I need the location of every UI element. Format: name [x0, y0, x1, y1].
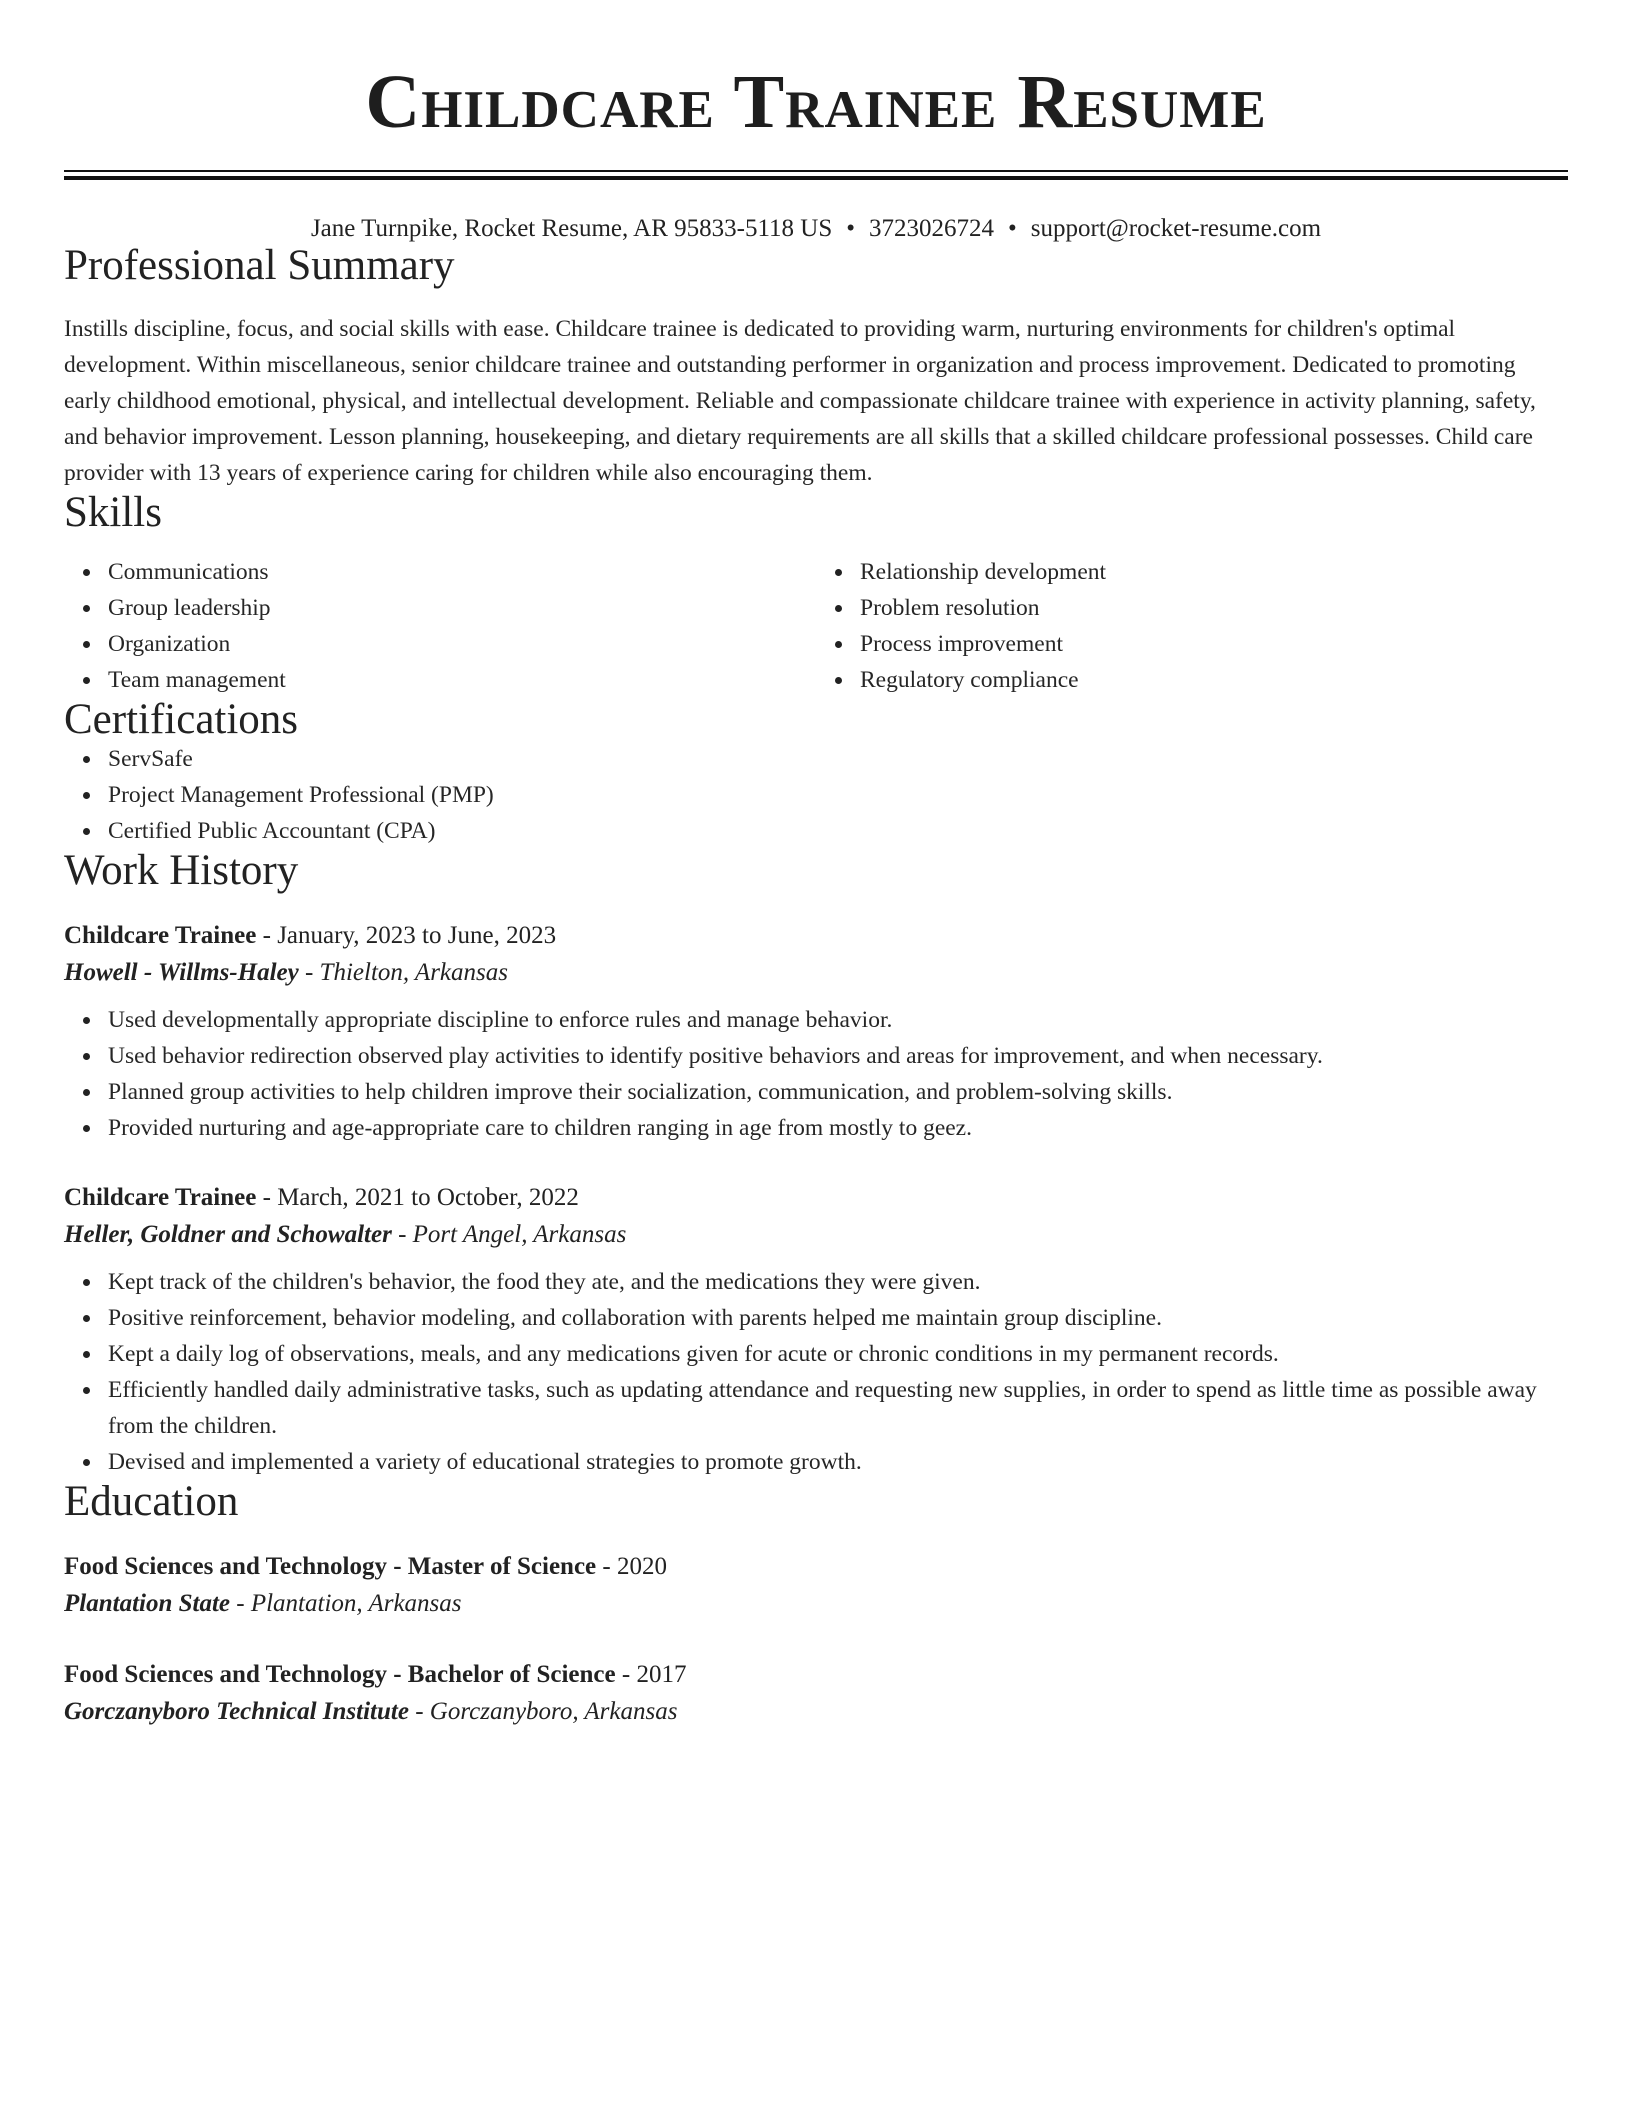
- school-line: Gorczanyboro Technical Institute - Gorczanyboro, Arkansas: [64, 1698, 678, 1725]
- job-bullet: Planned group activities to help children improve their socialization, communication, and problem-solving skills.: [108, 1074, 1568, 1110]
- job-bullet: Used behavior redirection observed play activities to identify positive behaviors and areas for improvement, and when necessary.: [108, 1038, 1568, 1074]
- job-bullet: Provided nurturing and age-appropriate care to children ranging in age from mostly to geez.: [108, 1110, 1568, 1146]
- contact-email: support@rocket-resume.com: [1030, 215, 1322, 242]
- job-company-line: Heller, Goldner and Schowalter - Port Angel, Arkansas: [64, 1221, 627, 1248]
- certification-item: Certified Public Accountant (CPA): [108, 813, 1568, 849]
- job-location: Thielton, Arkansas: [319, 959, 508, 986]
- job-bullets: [64, 1002, 1568, 1146]
- job-title: Childcare Trainee: [64, 1184, 257, 1211]
- skills-list-left: [64, 554, 816, 698]
- job-bullet: Devised and implemented a variety of educational strategies to promote growth.: [108, 1444, 1568, 1480]
- degree: Food Sciences and Technology - Master of Science: [64, 1553, 597, 1580]
- contact-phone: 3723026724: [869, 215, 994, 242]
- contact-separator: •: [1008, 215, 1017, 242]
- contact-separator: •: [846, 215, 855, 242]
- job-dates: January, 2023 to June, 2023: [277, 922, 557, 949]
- skill-item: Team management: [108, 662, 816, 698]
- title-double-rule: [64, 170, 1568, 180]
- job-bullet: Kept a daily log of observations, meals, and any medications given for acute or chronic conditions in my permanent records.: [108, 1336, 1568, 1372]
- job-bullet: Used developmentally appropriate discipline to enforce rules and manage behavior.: [108, 1002, 1568, 1038]
- contact-address: Jane Turnpike, Rocket Resume, AR 95833-5118 US: [310, 215, 833, 242]
- job-entry: [64, 918, 1568, 1146]
- skill-item: Regulatory compliance: [860, 662, 1568, 698]
- education-heading: Education: [64, 1478, 239, 1525]
- contact-line: [64, 214, 1568, 244]
- school-location: Gorczanyboro, Arkansas: [429, 1698, 678, 1725]
- school-location: Plantation, Arkansas: [250, 1590, 462, 1617]
- resume-title: Childcare Trainee Resume: [365, 60, 1267, 144]
- education-entry: [64, 1657, 1568, 1731]
- job-bullet: Efficiently handled daily administrative tasks, such as updating attendance and requesting new supplies, in order to spend as little time as possible away from the children.: [108, 1372, 1568, 1444]
- summary-text: Instills discipline, focus, and social skills with ease. Childcare trainee is dedicated to providing warm, nurturing environments for children's optimal development. Within miscellaneous, senior childcare trainee and outstanding performer in organization and process improvement. Dedicated to promoting early childhood emotional, physical, and intellectual development. Reliable and compassionate childcare trainee with experience in activity planning, safety, and behavior improvement. Lesson planning, housekeeping, and dietary requirements are all skills that a skilled childcare professional possesses. Child care provider with 13 years of experience caring for children while also encouraging them.: [64, 316, 1536, 486]
- certifications-heading: Certifications: [64, 696, 299, 743]
- school-name: Plantation State: [64, 1590, 231, 1617]
- skill-item: Group leadership: [108, 590, 816, 626]
- certification-item: ServSafe: [108, 741, 1568, 777]
- job-bullet: Positive reinforcement, behavior modeling, and collaboration with parents helped me maintain group discipline.: [108, 1300, 1568, 1336]
- job-company: Howell - Willms-Haley: [64, 959, 299, 986]
- degree-line: Food Sciences and Technology - Master of Science - 2020: [64, 1553, 667, 1580]
- skill-item: Communications: [108, 554, 816, 590]
- degree: Food Sciences and Technology - Bachelor of Science: [64, 1661, 616, 1688]
- skill-item: Process improvement: [860, 626, 1568, 662]
- job-location: Port Angel, Arkansas: [412, 1221, 627, 1248]
- work-history-heading: Work History: [64, 847, 299, 894]
- job-bullet: Kept track of the children's behavior, the food they ate, and the medications they were given.: [108, 1264, 1568, 1300]
- skill-item: Problem resolution: [860, 590, 1568, 626]
- school-line: Plantation State - Plantation, Arkansas: [64, 1590, 462, 1617]
- job-entry: [64, 1180, 1568, 1480]
- certifications-list: [64, 741, 1568, 849]
- job-bullets: [64, 1264, 1568, 1480]
- graduation-year: 2017: [636, 1661, 687, 1688]
- job-dates: March, 2021 to October, 2022: [277, 1184, 579, 1211]
- job-title: Childcare Trainee: [64, 922, 257, 949]
- skills-list-right: [816, 554, 1568, 698]
- school-name: Gorczanyboro Technical Institute: [64, 1698, 409, 1725]
- education-entry: [64, 1549, 1568, 1623]
- job-company-line: Howell - Willms-Haley - Thielton, Arkansas: [64, 959, 508, 986]
- degree-line: Food Sciences and Technology - Bachelor of Science - 2017: [64, 1661, 687, 1688]
- job-company: Heller, Goldner and Schowalter: [64, 1221, 392, 1248]
- certification-item: Project Management Professional (PMP): [108, 777, 1568, 813]
- skills-columns: [64, 554, 1568, 698]
- skill-item: Organization: [108, 626, 816, 662]
- summary-heading: Professional Summary: [64, 242, 455, 289]
- skills-heading: Skills: [64, 489, 162, 536]
- job-title-line: Childcare Trainee - March, 2021 to October, 2022: [64, 1184, 579, 1211]
- job-title-line: Childcare Trainee - January, 2023 to June, 2023: [64, 922, 557, 949]
- graduation-year: 2020: [616, 1553, 667, 1580]
- skill-item: Relationship development: [860, 554, 1568, 590]
